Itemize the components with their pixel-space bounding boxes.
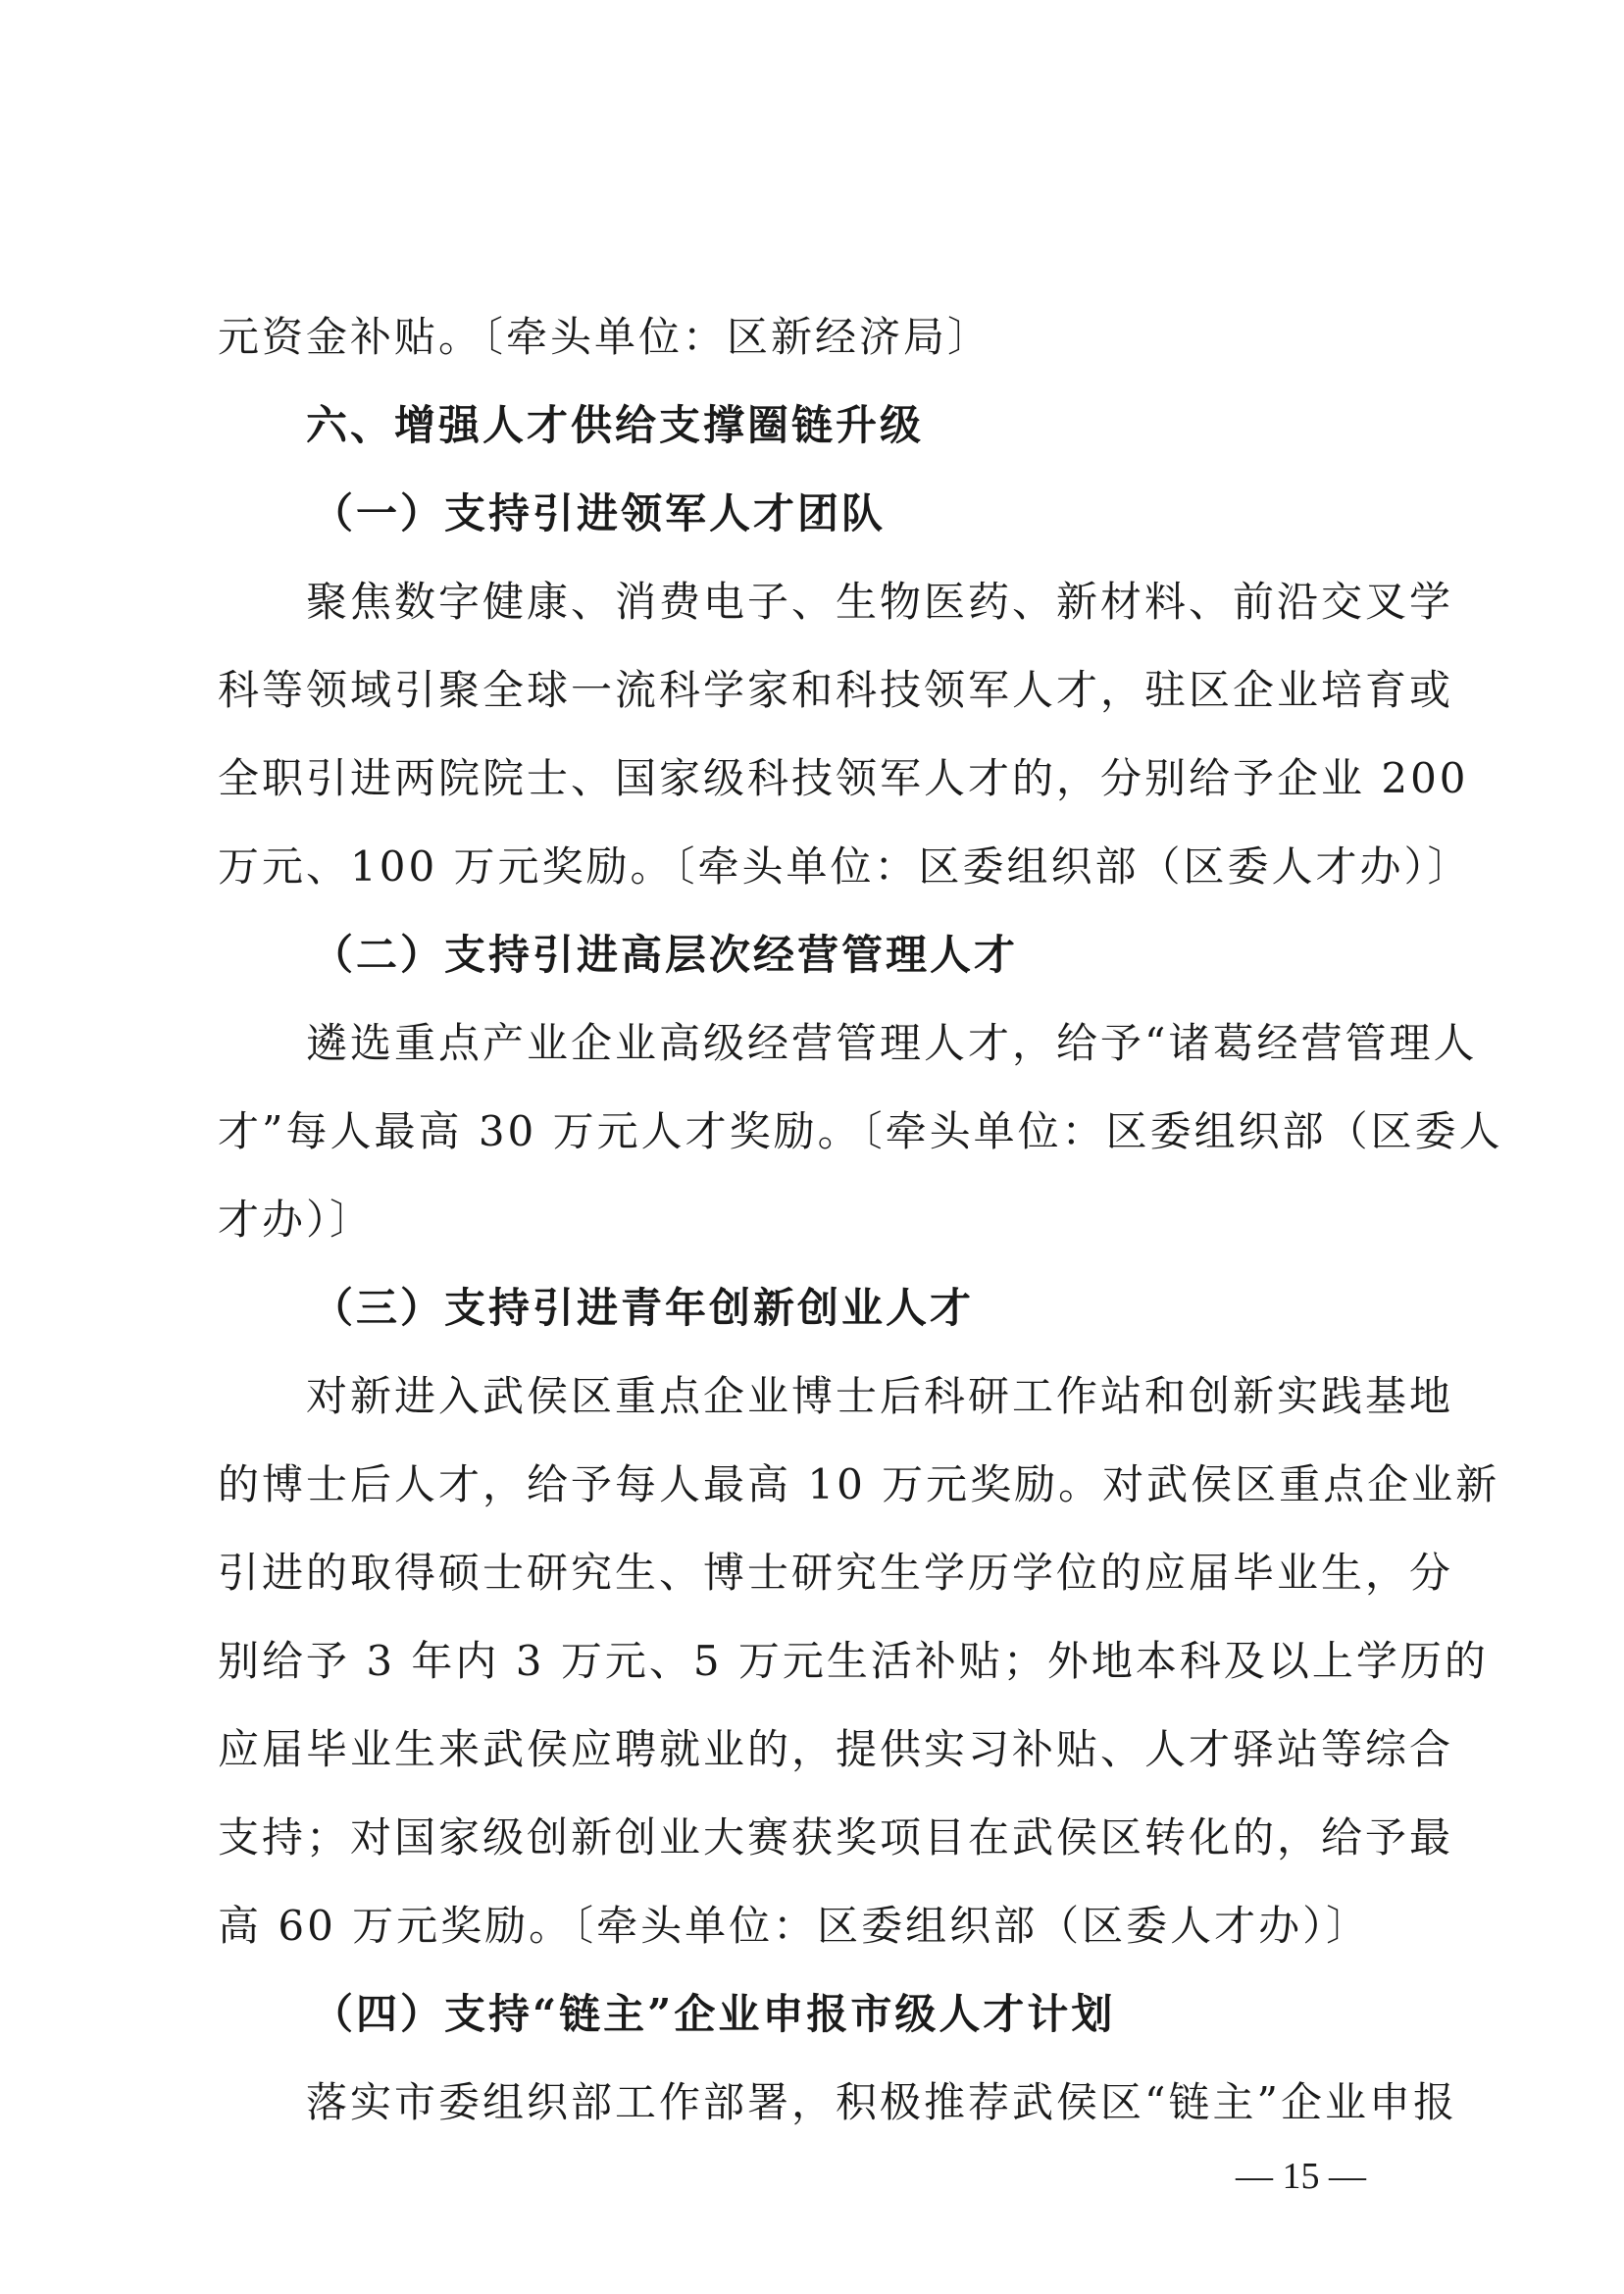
paragraph-line: 全职引进两院院士、国家级科技领军人才的，分别给予企业 200: [218, 754, 1469, 802]
paragraph-line: 聚焦数字健康、消费电子、生物医药、新材料、前沿交叉学: [306, 578, 1454, 626]
paragraph-line: 才办）〕: [218, 1196, 375, 1244]
paragraph-line: 对新进入武侯区重点企业博士后科研工作站和创新实践基地: [306, 1372, 1454, 1420]
paragraph-line: 支持；对国家级创新创业大赛获奖项目在武侯区转化的，给予最: [218, 1813, 1454, 1861]
subsection-heading: （三）支持引进青年创新创业人才: [312, 1284, 975, 1332]
paragraph-line: 万元、100 万元奖励。〔牵头单位：区委组织部（区委人才办）〕: [218, 842, 1472, 891]
paragraph-line: 科等领域引聚全球一流科学家和科技领军人才，驻区企业培育或: [218, 666, 1454, 714]
paragraph-line: 应届毕业生来武侯应聘就业的，提供实习补贴、人才驿站等综合: [218, 1725, 1454, 1773]
paragraph-line: 引进的取得硕士研究生、博士研究生学历学位的应届毕业生，分: [218, 1549, 1454, 1597]
subsection-heading: （二）支持引进高层次经营管理人才: [312, 931, 1019, 979]
paragraph-line: 遴选重点产业企业高级经营管理人才，给予“诸葛经营管理人: [306, 1019, 1478, 1067]
paragraph-line: 高 60 万元奖励。〔牵头单位：区委组织部（区委人才办）〕: [218, 1902, 1371, 1950]
subsection-heading: （四）支持“链主”企业申报市级人才计划: [312, 1990, 1116, 2038]
page-number: — 15 —: [1236, 2156, 1366, 2197]
section-heading: 六、增强人才供给支撑圈链升级: [306, 401, 925, 449]
paragraph-line: 落实市委组织部工作部署，积极推荐武侯区“链主”企业申报: [306, 2078, 1457, 2126]
paragraph-line: 别给予 3 年内 3 万元、5 万元生活补贴；外地本科及以上学历的: [218, 1637, 1489, 1685]
paragraph-line: 的博士后人才，给予每人最高 10 万元奖励。对武侯区重点企业新: [218, 1460, 1500, 1508]
subsection-heading: （一）支持引进领军人才团队: [312, 489, 887, 537]
paragraph-line: 才”每人最高 30 万元人才奖励。〔牵头单位：区委组织部（区委人: [218, 1107, 1503, 1155]
paragraph-line: 元资金补贴。〔牵头单位：区新经济局〕: [218, 313, 992, 361]
